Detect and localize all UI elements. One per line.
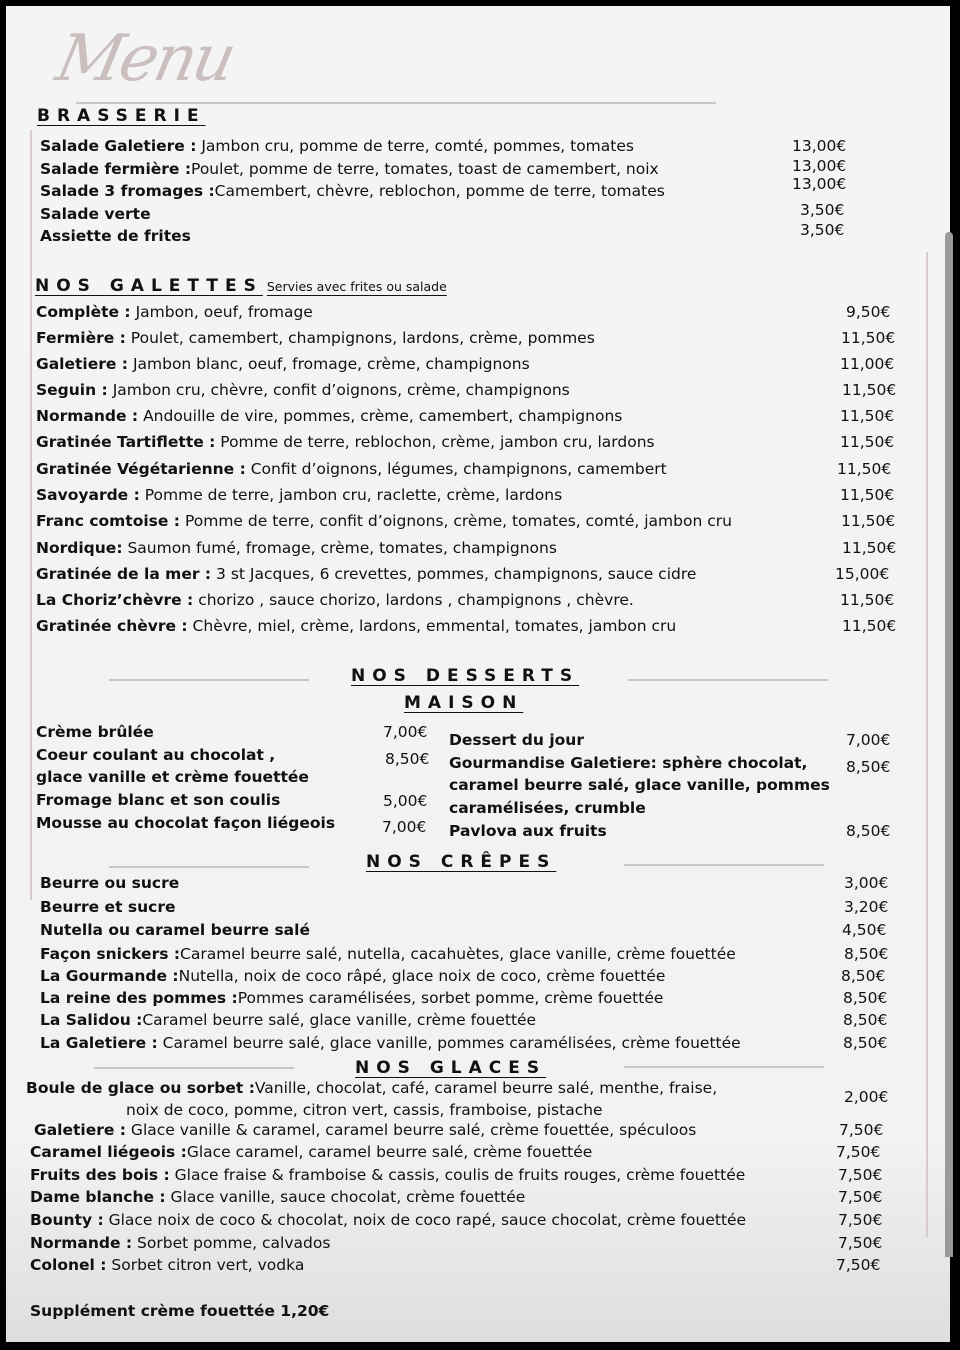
menu-item (40, 227, 191, 245)
galettes-subtitle: Servies avec frites ou salade (266, 279, 447, 294)
item-name: Salade Galetiere : (40, 137, 197, 155)
item-price: 15,00€ (835, 565, 890, 583)
menu-script-title: Menu (50, 22, 240, 96)
item-price: 13,00€ (792, 175, 847, 193)
menu-item: La Salidou :Caramel beurre salé, glace vanille, crème fouettée (40, 1011, 537, 1029)
item-price: 8,50€ (844, 945, 889, 963)
section-title-glaces: NOS GLACES (355, 1058, 547, 1078)
section-title-maison: MAISON (404, 693, 524, 713)
menu-item: Seguin : Jambon cru, chèvre, confit d’oignons, crème, champignons (36, 381, 570, 399)
dessert-item: Crème brûlée (36, 723, 154, 741)
menu-item: Fruits des bois : Glace fraise & framboise & cassis, coulis de fruits rouges, crème fouettée (30, 1166, 746, 1184)
menu-item: La Galetiere : Caramel beurre salé, glace vanille, pommes caramélisées, crème fouettée (40, 1034, 741, 1052)
item-price: 8,50€ (843, 989, 888, 1007)
menu-item: Normande : Andouille de vire, pommes, crème, camembert, champignons (36, 407, 623, 425)
menu-item: Nordique: Saumon fumé, fromage, crème, tomates, champignons (36, 539, 557, 557)
menu-item: Gratinée Tartiflette : Pomme de terre, reblochon, crème, jambon cru, lardons (36, 433, 655, 451)
item-name: Salade 3 fromages : (40, 182, 215, 200)
item-price: 4,50€ (842, 921, 887, 939)
menu-item: Gratinée Végétarienne : Confit d’oignons, légumes, champignons, camembert (36, 460, 667, 478)
item-price: 7,50€ (839, 1121, 884, 1139)
item-price: 11,50€ (841, 512, 896, 530)
item-price: 7,50€ (838, 1188, 883, 1206)
item-price: 7,00€ (382, 818, 427, 836)
section-rule (109, 679, 309, 681)
item-price: 11,50€ (840, 407, 895, 425)
section-title-brasserie: BRASSERIE (37, 106, 206, 126)
menu-item: Galetiere : Glace vanille & caramel, caramel beurre salé, crème fouettée, spéculoos (34, 1121, 697, 1139)
section-title-desserts: NOS DESSERTS (351, 666, 580, 686)
item-desc: Jambon cru, pomme de terre, comté, pommes, tomates (196, 137, 634, 155)
menu-item: Gratinée chèvre : Chèvre, miel, crème, lardons, emmental, tomates, jambon cru (36, 617, 677, 635)
item-price: 3,00€ (844, 874, 889, 892)
left-border-line (30, 130, 32, 900)
menu-item: Franc comtoise : Pomme de terre, confit d’oignons, crème, tomates, comté, jambon cru (36, 512, 732, 530)
item-price: 7,50€ (838, 1234, 883, 1252)
dessert-item: Coeur coulant au chocolat , (36, 746, 276, 764)
item-price: 11,00€ (840, 355, 895, 373)
item-price: 8,50€ (843, 1011, 888, 1029)
menu-item: Savoyarde : Pomme de terre, jambon cru, raclette, crème, lardons (36, 486, 563, 504)
item-price: 7,50€ (838, 1211, 883, 1229)
dessert-item: caramélisées, crumble (449, 799, 646, 817)
section-rule (624, 1066, 824, 1068)
menu-item-continuation: noix de coco, pomme, citron vert, cassis, framboise, pistache (126, 1101, 603, 1119)
menu-item: Galetiere : Jambon blanc, oeuf, fromage, crème, champignons (36, 355, 530, 373)
item-desc: Poulet, pomme de terre, tomates, toast de camembert, noix (191, 160, 659, 178)
item-price: 11,50€ (840, 591, 895, 609)
menu-item: Dame blanche : Glace vanille, sauce chocolat, crème fouettée (30, 1188, 526, 1206)
item-price: 7,00€ (383, 723, 428, 741)
item-price: 7,50€ (836, 1256, 881, 1274)
title-rule (76, 102, 716, 104)
menu-item: Beurre et sucre (40, 898, 176, 916)
item-price: 11,50€ (837, 460, 892, 478)
item-price: 11,50€ (841, 329, 896, 347)
dessert-item: Dessert du jour (449, 731, 584, 749)
item-name: Salade fermière : (40, 160, 192, 178)
dessert-item: Mousse au chocolat façon liégeois (36, 814, 336, 832)
dessert-item: Pavlova aux fruits (449, 822, 607, 840)
menu-item: Complète : Jambon, oeuf, fromage (36, 303, 313, 321)
menu-item (40, 205, 151, 223)
menu-item: Boule de glace ou sorbet :Vanille, chocolat, café, caramel beurre salé, menthe, fraise, (26, 1079, 718, 1097)
menu-item: La Gourmande :Nutella, noix de coco râpé, glace noix de coco, crème fouettée (40, 967, 666, 985)
dessert-item: glace vanille et crème fouettée (36, 768, 309, 786)
menu-item: Bounty : Glace noix de coco & chocolat, noix de coco rapé, sauce chocolat, crème fouettée (30, 1211, 747, 1229)
item-price: 11,50€ (842, 617, 897, 635)
dessert-item: Fromage blanc et son coulis (36, 791, 281, 809)
section-rule (109, 866, 309, 868)
menu-item: Fermière : Poulet, camembert, champignons, lardons, crème, pommes (36, 329, 595, 347)
item-price: 8,50€ (846, 822, 891, 840)
item-price: 7,50€ (838, 1166, 883, 1184)
item-price: 3,20€ (844, 898, 889, 916)
item-price: 8,50€ (846, 758, 891, 776)
item-price: 5,00€ (383, 792, 428, 810)
menu-item: Façon snickers :Caramel beurre salé, nutella, cacahuètes, glace vanille, crème fouettée (40, 945, 736, 963)
menu-item: Gratinée de la mer : 3 st Jacques, 6 crevettes, pommes, champignons, sauce cidre (36, 565, 697, 583)
menu-item: La reine des pommes :Pommes caramélisées, sorbet pomme, crème fouettée (40, 989, 664, 1007)
menu-item: Beurre ou sucre (40, 874, 180, 892)
item-price: 11,50€ (840, 486, 895, 504)
supplement-note: Supplément crème fouettée 1,20€ (30, 1302, 330, 1320)
section-rule (628, 679, 828, 681)
menu-item: Normande : Sorbet pomme, calvados (30, 1234, 331, 1252)
item-price: 8,50€ (843, 1034, 888, 1052)
menu-item (40, 160, 659, 178)
section-title-galettes: NOS GALETTES Servies avec frites ou salade (35, 276, 447, 296)
item-price: 7,50€ (836, 1143, 881, 1161)
item-price: 8,50€ (841, 967, 886, 985)
item-price: 13,00€ (792, 157, 847, 175)
item-name: Salade verte (40, 205, 151, 223)
item-price: 8,50€ (385, 750, 430, 768)
menu-item: Nutella ou caramel beurre salé (40, 921, 310, 939)
menu-item (40, 137, 634, 155)
menu-item: La Choriz’chèvre : chorizo , sauce chorizo, lardons , champignons , chèvre. (36, 591, 634, 609)
item-price: 2,00€ (844, 1088, 889, 1106)
item-price: 7,00€ (846, 731, 891, 749)
item-price: 3,50€ (800, 221, 845, 239)
item-price: 11,50€ (842, 539, 897, 557)
item-price: 3,50€ (800, 201, 845, 219)
item-price: 13,00€ (792, 137, 847, 155)
item-price: 9,50€ (846, 303, 891, 321)
section-rule (94, 1067, 294, 1069)
menu-page (6, 6, 950, 1342)
menu-item: Colonel : Sorbet citron vert, vodka (30, 1256, 305, 1274)
item-price: 11,50€ (840, 433, 895, 451)
item-desc: Camembert, chèvre, reblochon, pomme de terre, tomates (214, 182, 665, 200)
item-price: 11,50€ (842, 381, 897, 399)
item-name: Assiette de frites (40, 227, 191, 245)
right-border-line (926, 252, 928, 1237)
scrollbar[interactable] (945, 232, 953, 1257)
menu-item (40, 182, 665, 200)
section-title-crepes: NOS CRÊPES (366, 852, 557, 872)
dessert-item: Gourmandise Galetiere: sphère chocolat, (449, 754, 808, 772)
menu-item: Caramel liégeois :Glace caramel, caramel beurre salé, crème fouettée (30, 1143, 593, 1161)
dessert-item: caramel beurre salé, glace vanille, pommes (449, 776, 830, 794)
section-rule (624, 864, 824, 866)
